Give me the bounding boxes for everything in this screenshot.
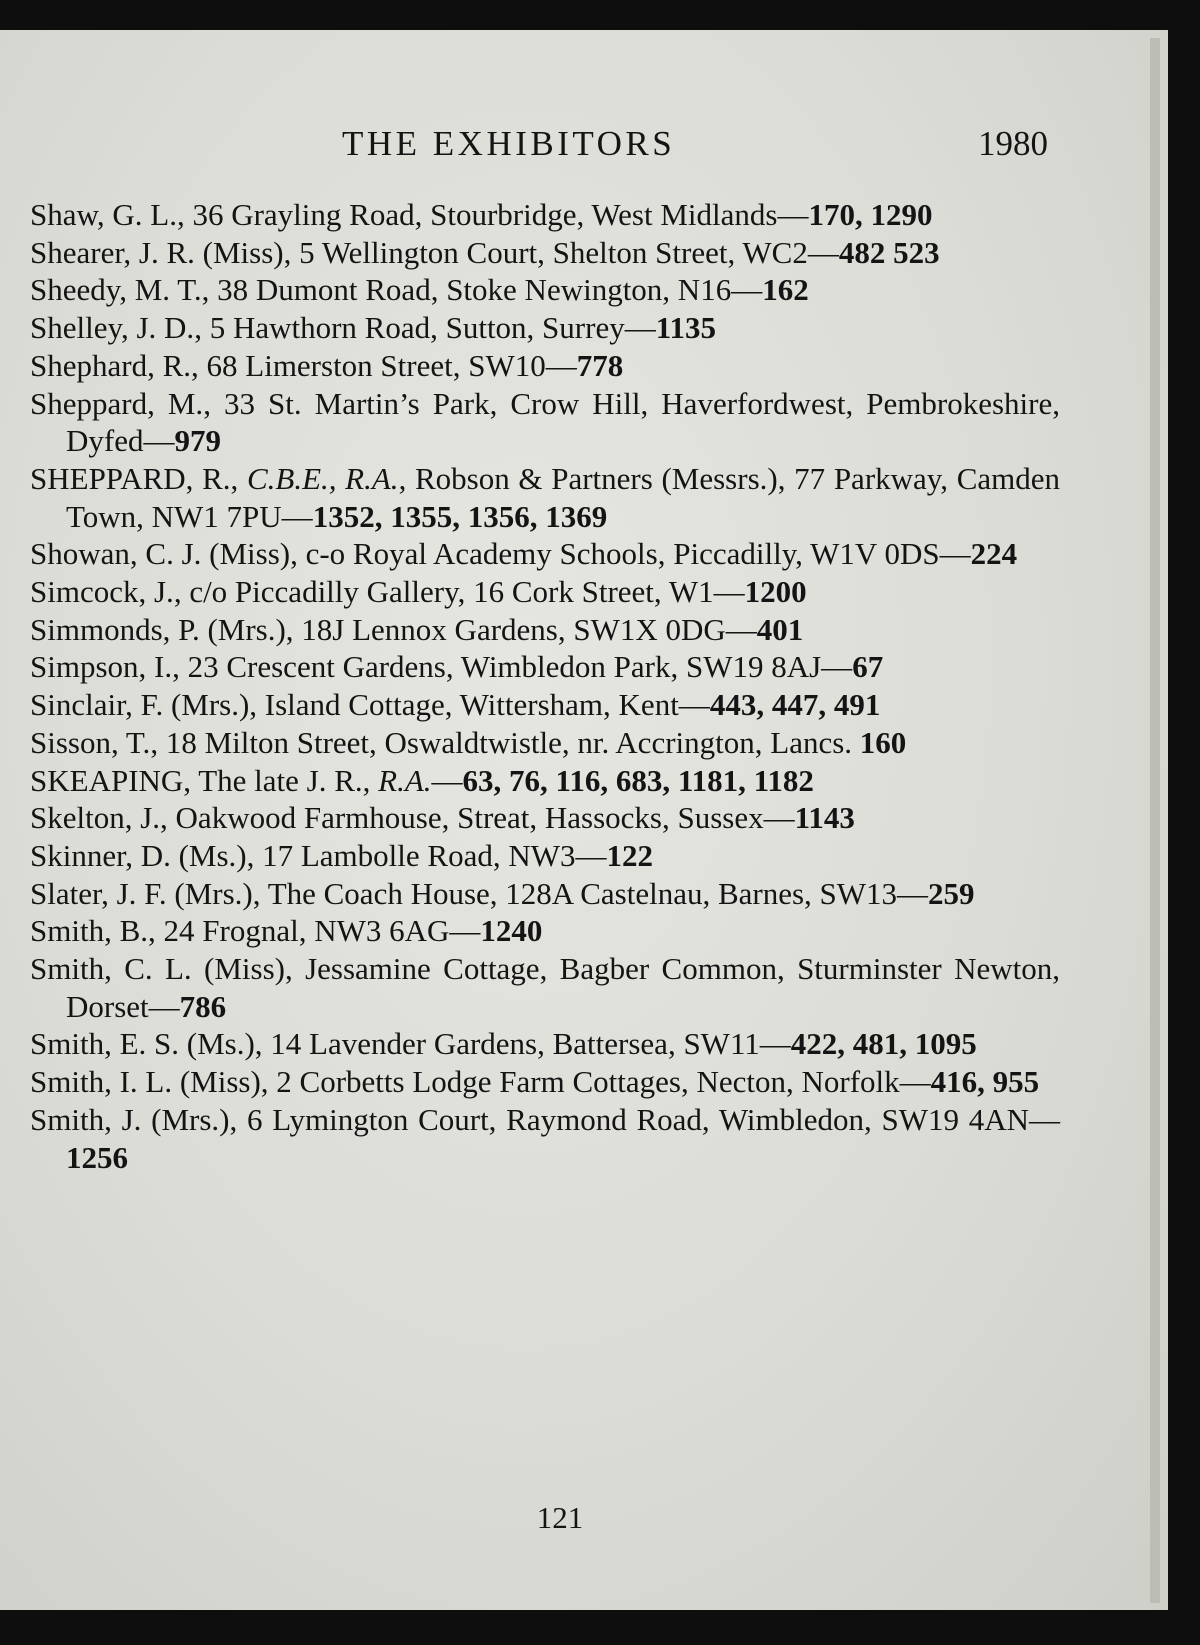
- exhibitor-entry: [30, 837, 1060, 875]
- exhibitor-name: SKEAPING, The late J. R.: [30, 762, 363, 798]
- exhibitor-address: , 2 Corbetts Lodge Farm Cottages, Necton, Norfolk—: [260, 1064, 931, 1100]
- exhibitor-address: , 68 Limerston Street, SW10—: [191, 347, 577, 383]
- exhibitor-name: Smith, C. L. (Miss): [30, 951, 285, 987]
- exhibitor-entry: [30, 271, 1060, 309]
- exhibitor-name: Sisson, T.: [30, 724, 151, 760]
- exhibitor-entry: SHEPPARD, R., C.B.E., R.A., Robson & Partners (Messrs.), 77 Parkway, Camden Town, NW1 7PU—1352, 1355, 1356, 1369: [30, 460, 1061, 534]
- exhibitor-address: , 24 Frognal, NW3 6AG—: [148, 913, 481, 949]
- exhibitor-address: , 17 Lambolle Road, NW3—: [246, 837, 607, 873]
- exhibit-numbers: 1143: [794, 800, 855, 836]
- exhibitor-address: , 23 Crescent Gardens, Wimbledon Park, SW19 8AJ—: [172, 649, 853, 685]
- exhibitor-entry: [30, 799, 1060, 837]
- exhibitor-entry: [30, 385, 1060, 460]
- exhibitor-address: , Robson & Partners (Messrs.), 77 Parkway, Camden Town, NW1 7PU—: [66, 460, 1061, 534]
- exhibit-numbers: 122: [606, 837, 653, 873]
- exhibitor-entry: [30, 950, 1060, 1025]
- exhibitor-entry: [30, 875, 1060, 913]
- exhibit-numbers: 416, 955: [930, 1064, 1040, 1100]
- exhibit-numbers: 443, 447, 491: [709, 687, 881, 723]
- exhibitor-list: [30, 196, 1060, 1176]
- exhibit-numbers: 1256: [66, 1139, 128, 1175]
- exhibit-numbers: 67: [852, 649, 884, 685]
- exhibitor-name: Shearer, J. R. (Miss): [30, 234, 284, 270]
- exhibitor-address: , 36 Grayling Road, Stourbridge, West Midlands—: [176, 197, 809, 232]
- exhibitor-entry: SKEAPING, The late J. R., R.A.—63, 76, 116, 683, 1181, 1182: [30, 762, 814, 798]
- exhibitor-name: Simcock, J.: [30, 574, 174, 610]
- exhibit-numbers: 482 523: [838, 234, 940, 270]
- exhibitor-address: , Oakwood Farmhouse, Streat, Hassocks, Sussex—: [160, 800, 795, 836]
- exhibitor-name: Simpson, I.: [30, 649, 173, 685]
- exhibit-numbers: 1352, 1355, 1356, 1369: [312, 498, 608, 534]
- exhibitor-honours: C.B.E., R.A.: [246, 460, 399, 496]
- exhibitor-entry: [30, 535, 1060, 573]
- exhibitor-name: Showan, C. J. (Miss): [30, 536, 291, 572]
- running-head: [0, 102, 1168, 163]
- exhibitor-name: Skelton, J.: [30, 800, 161, 836]
- exhibitor-name: Simmonds, P. (Mrs.): [30, 611, 286, 647]
- exhibitor-address: , 14 Lavender Gardens, Battersea, SW11—: [254, 1026, 791, 1062]
- exhibitor-name: Slater, J. F. (Mrs.): [30, 875, 253, 911]
- exhibitor-entry: [30, 724, 1060, 762]
- exhibitor-address: —: [431, 762, 463, 798]
- exhibit-numbers: 786: [179, 988, 227, 1024]
- exhibit-numbers: 979: [174, 423, 221, 459]
- exhibitor-address: , Island Cottage, Wittersham, Kent—: [249, 687, 710, 723]
- exhibit-numbers: 1200: [744, 574, 807, 610]
- exhibit-numbers: 160: [859, 724, 907, 760]
- exhibitor-address: , 18J Lennox Gardens, SW1X 0DG—: [285, 611, 757, 647]
- exhibit-numbers: 1240: [480, 913, 543, 949]
- exhibitor-address: , 38 Dumont Road, Stoke Newington, N16—: [201, 272, 763, 308]
- exhibitor-honours: R.A.: [378, 762, 432, 798]
- exhibitor-address: , Jessamine Cottage, Bagber Common, Sturminster Newton, Dorset—: [66, 951, 1060, 1024]
- exhibitor-entry: [30, 648, 1060, 686]
- exhibitor-address: , The Coach House, 128A Castelnau, Barnes, SW13—: [252, 875, 929, 911]
- exhibitor-name: Smith, J. (Mrs.): [30, 1101, 230, 1137]
- exhibitor-name: Shaw, G. L.: [30, 197, 177, 232]
- exhibit-numbers: 63, 76, 116, 683, 1181, 1182: [462, 762, 814, 798]
- exhibitor-address: , c-o Royal Academy Schools, Piccadilly, W1V 0DS—: [290, 536, 971, 572]
- exhibitor-address: , 5 Hawthorn Road, Sutton, Surrey—: [194, 310, 656, 346]
- exhibitor-entry: [30, 234, 1060, 272]
- exhibit-numbers: 224: [970, 536, 1018, 572]
- exhibitor-name: Sheedy, M. T.: [30, 272, 202, 308]
- exhibitor-name: Smith, B.: [30, 913, 149, 949]
- exhibitor-entry: [30, 686, 1060, 724]
- exhibitor-name: Smith, I. L. (Miss): [30, 1064, 261, 1100]
- exhibit-numbers: 778: [576, 347, 624, 383]
- exhibitor-entry: [30, 573, 1060, 611]
- exhibitor-address: , c/o Piccadilly Gallery, 16 Cork Street, W1—: [173, 574, 745, 610]
- page-number: 121: [536, 1500, 584, 1535]
- exhibitor-name: Skinner, D. (Ms.): [30, 837, 247, 873]
- page-edge: [1150, 38, 1160, 1603]
- section-title: THE EXHIBITORS: [342, 124, 676, 163]
- exhibitor-name: Shelley, J. D.: [30, 310, 195, 346]
- exhibit-numbers: 1135: [655, 310, 717, 346]
- exhibitor-address: , 5 Wellington Court, Shelton Street, WC2—: [283, 234, 839, 270]
- exhibitor-name: Sinclair, F. (Mrs.): [30, 687, 250, 723]
- exhibitor-entry: [30, 611, 1060, 649]
- exhibitor-entry: [30, 309, 1060, 347]
- catalogue-year: 1980: [978, 124, 1048, 163]
- exhibitor-address: , 6 Lymington Court, Raymond Road, Wimbledon, SW19 4AN—: [229, 1101, 1060, 1137]
- exhibitor-address: , 18 Milton Street, Oswaldtwistle, nr. Accrington, Lancs.: [150, 724, 860, 760]
- exhibit-numbers: 162: [762, 272, 809, 308]
- catalogue-page: [0, 30, 1168, 1610]
- exhibitor-address: , 33 St. Martin’s Park, Crow Hill, Haverfordwest, Pembrokeshire, Dyfed—: [66, 385, 1060, 459]
- exhibitor-entry: [30, 1063, 1060, 1101]
- exhibitor-entry: [30, 1101, 1060, 1176]
- exhibit-numbers: 422, 481, 1095: [790, 1026, 977, 1062]
- exhibit-numbers: 401: [756, 611, 804, 647]
- exhibitor-entry: [30, 196, 1060, 234]
- exhibitor-entry: [30, 912, 1060, 950]
- exhibit-numbers: 170, 1290: [808, 197, 933, 232]
- exhibit-numbers: 259: [928, 875, 975, 911]
- exhibitor-name: Sheppard, M.: [30, 385, 204, 421]
- exhibitor-name: SHEPPARD, R.: [30, 460, 231, 496]
- exhibitor-name: Shephard, R.: [30, 347, 192, 383]
- exhibitor-entry: [30, 1025, 1060, 1063]
- exhibitor-name: Smith, E. S. (Ms.): [30, 1026, 255, 1062]
- exhibitor-entry: [30, 347, 1060, 385]
